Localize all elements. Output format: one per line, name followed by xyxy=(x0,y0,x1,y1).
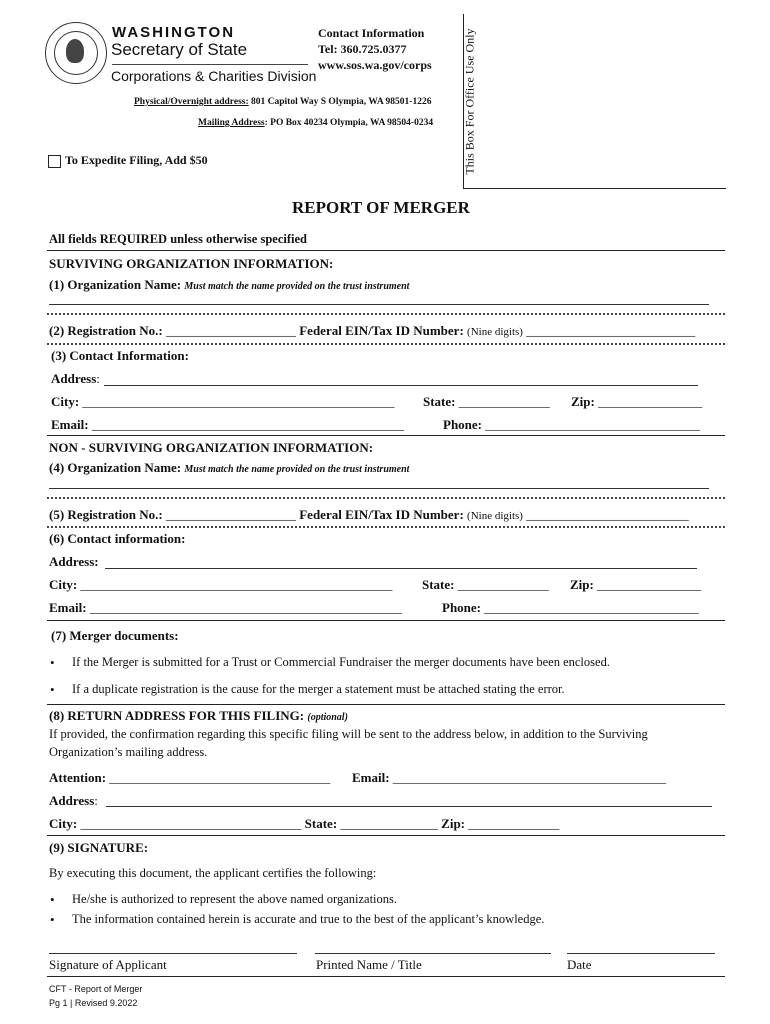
nonsurviving-city-input[interactable]: ________________________________________________ xyxy=(80,577,393,592)
printed-name-line[interactable] xyxy=(315,953,551,954)
surviving-ein-hint: (Nine digits) xyxy=(467,326,523,338)
nonsurviving-contact-label: (6) Contact information: xyxy=(49,531,186,546)
surviving-reg-row xyxy=(49,323,695,339)
state-seal xyxy=(45,22,107,84)
merger-docs-bullet1: If the Merger is submitted for a Trust or Commercial Fundraiser the merger documents have been enclosed. xyxy=(72,655,610,669)
expedite-label: To Expedite Filing, Add $50 xyxy=(65,153,208,167)
return-address-label: Address xyxy=(49,793,95,808)
contact-title: Contact Information xyxy=(318,26,425,40)
surviving-email-label: Email: xyxy=(51,417,89,432)
bullet-icon: • xyxy=(50,912,55,927)
physical-value: 801 Capitol Way S Olympia, WA 98501-1226 xyxy=(248,97,432,107)
nonsurviving-ein-label: Federal EIN/Tax ID Number: xyxy=(299,507,464,522)
mailing-value: : PO Box 40234 Olympia, WA 98504-0234 xyxy=(264,118,434,128)
signature-bullet2: The information contained herein is accurate and true to the best of the applicant’s knowledge. xyxy=(72,912,545,926)
surviving-address-label: Address xyxy=(51,371,97,386)
page-title: REPORT OF MERGER xyxy=(292,198,470,217)
nonsurviving-state-row xyxy=(422,577,549,593)
surviving-zip-label: Zip: xyxy=(571,394,595,409)
surviving-email-input[interactable]: ________________________________________________ xyxy=(91,417,404,432)
merger-docs-bullet2: If a duplicate registration is the cause for the merger a statement must be attached stating the error. xyxy=(72,682,565,696)
nonsurviving-ein-hint: (Nine digits) xyxy=(467,510,523,522)
bullet-icon: • xyxy=(50,892,55,907)
mailing-address xyxy=(198,118,433,128)
surviving-phone-row xyxy=(443,417,700,433)
return-email-row xyxy=(352,770,666,786)
merger-docs-heading: (7) Merger documents: xyxy=(51,628,179,643)
bullet-icon: • xyxy=(50,682,55,697)
nonsurviving-city-label: City: xyxy=(49,577,78,592)
date-line[interactable] xyxy=(567,953,715,954)
nonsurviving-email-row xyxy=(49,600,402,616)
nonsurviving-zip-label: Zip: xyxy=(570,577,594,592)
return-attention-label: Attention: xyxy=(49,770,107,785)
return-address-input[interactable] xyxy=(106,806,712,807)
return-optional: (optional) xyxy=(307,712,348,723)
nonsurviving-email-input[interactable]: ________________________________________________ xyxy=(89,600,402,615)
printed-name-label: Printed Name / Title xyxy=(316,957,422,972)
nonsurviving-address-label: Address: xyxy=(49,554,99,569)
contact-web[interactable]: www.sos.wa.gov/corps xyxy=(318,58,432,72)
nonsurviving-ein-input[interactable]: _________________________ xyxy=(526,507,689,522)
signature-line[interactable] xyxy=(49,953,297,954)
surviving-reg-label: (2) Registration No.: xyxy=(49,323,163,338)
return-para2: Organization’s mailing address. xyxy=(49,745,208,759)
signature-bullet1: He/she is authorized to represent the above named organizations. xyxy=(72,892,398,906)
return-zip-label: Zip: xyxy=(441,816,466,831)
surviving-org-label: (1) Organization Name: xyxy=(49,277,182,292)
surviving-state-row xyxy=(423,394,550,410)
date-label: Date xyxy=(567,957,592,972)
surviving-phone-input[interactable]: _________________________________ xyxy=(485,417,700,432)
surviving-reg-input[interactable]: ____________________ xyxy=(165,323,296,338)
bullet-icon: • xyxy=(50,655,55,670)
return-attention-input[interactable]: __________________________________ xyxy=(109,770,331,785)
nonsurviving-phone-label: Phone: xyxy=(442,600,481,615)
return-email-label: Email: xyxy=(352,770,390,785)
return-city-row xyxy=(49,816,559,832)
return-city-input[interactable]: __________________________________ xyxy=(80,816,302,831)
return-state-label: State: xyxy=(304,816,338,831)
nonsurviving-reg-input[interactable]: ____________________ xyxy=(165,507,296,522)
return-para1: If provided, the confirmation regarding this specific filing will be sent to the address below, in addition to the Surviving xyxy=(49,727,648,741)
surviving-city-row xyxy=(51,394,394,410)
surviving-contact-label: (3) Contact Information: xyxy=(51,348,189,363)
nonsurviving-state-label: State: xyxy=(422,577,455,592)
nonsurviving-org-input[interactable] xyxy=(49,488,709,489)
office-use-label: This Box For Office Use Only xyxy=(462,28,477,175)
return-zip-input[interactable]: ______________ xyxy=(468,816,560,831)
nonsurviving-email-label: Email: xyxy=(49,600,87,615)
return-address-row: Address: xyxy=(49,793,98,808)
surviving-ein-label: Federal EIN/Tax ID Number: xyxy=(299,323,464,338)
surviving-address-input[interactable] xyxy=(104,385,698,386)
expedite-checkbox[interactable] xyxy=(48,155,61,168)
contact-tel: Tel: 360.725.0377 xyxy=(318,42,407,56)
surviving-state-input[interactable]: ______________ xyxy=(458,394,550,409)
nonsurviving-phone-row xyxy=(442,600,699,616)
surviving-org-hint: Must match the name provided on the trust instrument xyxy=(184,281,410,292)
nonsurviving-phone-input[interactable]: _________________________________ xyxy=(484,600,699,615)
surviving-org-name xyxy=(49,277,409,293)
required-note: All fields REQUIRED unless otherwise specified xyxy=(49,232,307,246)
surviving-zip-input[interactable]: ________________ xyxy=(598,394,703,409)
surviving-address-row: Address: xyxy=(51,371,100,386)
nonsurviving-org-name xyxy=(49,460,409,476)
return-heading: (8) RETURN ADDRESS FOR THIS FILING: xyxy=(49,708,305,723)
nonsurviving-address-input[interactable] xyxy=(105,568,697,569)
nonsurviving-reg-label: (5) Registration No.: xyxy=(49,507,163,522)
return-state-input[interactable]: _______________ xyxy=(340,816,438,831)
surviving-state-label: State: xyxy=(423,394,456,409)
office-use-box xyxy=(463,14,726,189)
return-heading-row xyxy=(49,708,348,724)
nonsurviving-state-input[interactable]: ______________ xyxy=(457,577,549,592)
surviving-email-row xyxy=(51,417,404,433)
nonsurviving-reg-row xyxy=(49,507,689,523)
surviving-city-label: City: xyxy=(51,394,80,409)
agency-line1: WASHINGTON xyxy=(112,24,236,41)
nonsurviving-zip-input[interactable]: ________________ xyxy=(597,577,702,592)
surviving-zip-row xyxy=(571,394,702,410)
nonsurviving-org-label: (4) Organization Name: xyxy=(49,460,182,475)
footer-line2: Pg 1 | Revised 9.2022 xyxy=(49,998,138,1008)
physical-label: Physical/Overnight address: xyxy=(134,97,249,107)
nonsurviving-zip-row xyxy=(570,577,701,593)
nonsurviving-heading: NON - SURVIVING ORGANIZATION INFORMATION: xyxy=(49,440,374,455)
surviving-city-input[interactable]: ________________________________________________ xyxy=(82,394,395,409)
return-email-input[interactable]: __________________________________________ xyxy=(392,770,666,785)
nonsurviving-org-hint: Must match the name provided on the trust instrument xyxy=(184,464,410,475)
surviving-phone-label: Phone: xyxy=(443,417,482,432)
return-attention-row xyxy=(49,770,330,786)
agency-line3: Corporations & Charities Division xyxy=(111,68,317,84)
mailing-label: Mailing Address xyxy=(198,118,265,128)
surviving-ein-input[interactable]: __________________________ xyxy=(526,323,696,338)
signature-label: Signature of Applicant xyxy=(49,957,167,972)
signature-heading: (9) SIGNATURE: xyxy=(49,840,149,855)
signature-intro: By executing this document, the applicant certifies the following: xyxy=(49,866,377,880)
footer-line1: CFT - Report of Merger xyxy=(49,984,143,994)
nonsurviving-city-row xyxy=(49,577,392,593)
surviving-heading: SURVIVING ORGANIZATION INFORMATION: xyxy=(49,256,334,271)
agency-line2: Secretary of State xyxy=(111,40,248,59)
physical-address xyxy=(134,97,431,107)
return-city-label: City: xyxy=(49,816,78,831)
surviving-org-input[interactable] xyxy=(49,304,709,305)
